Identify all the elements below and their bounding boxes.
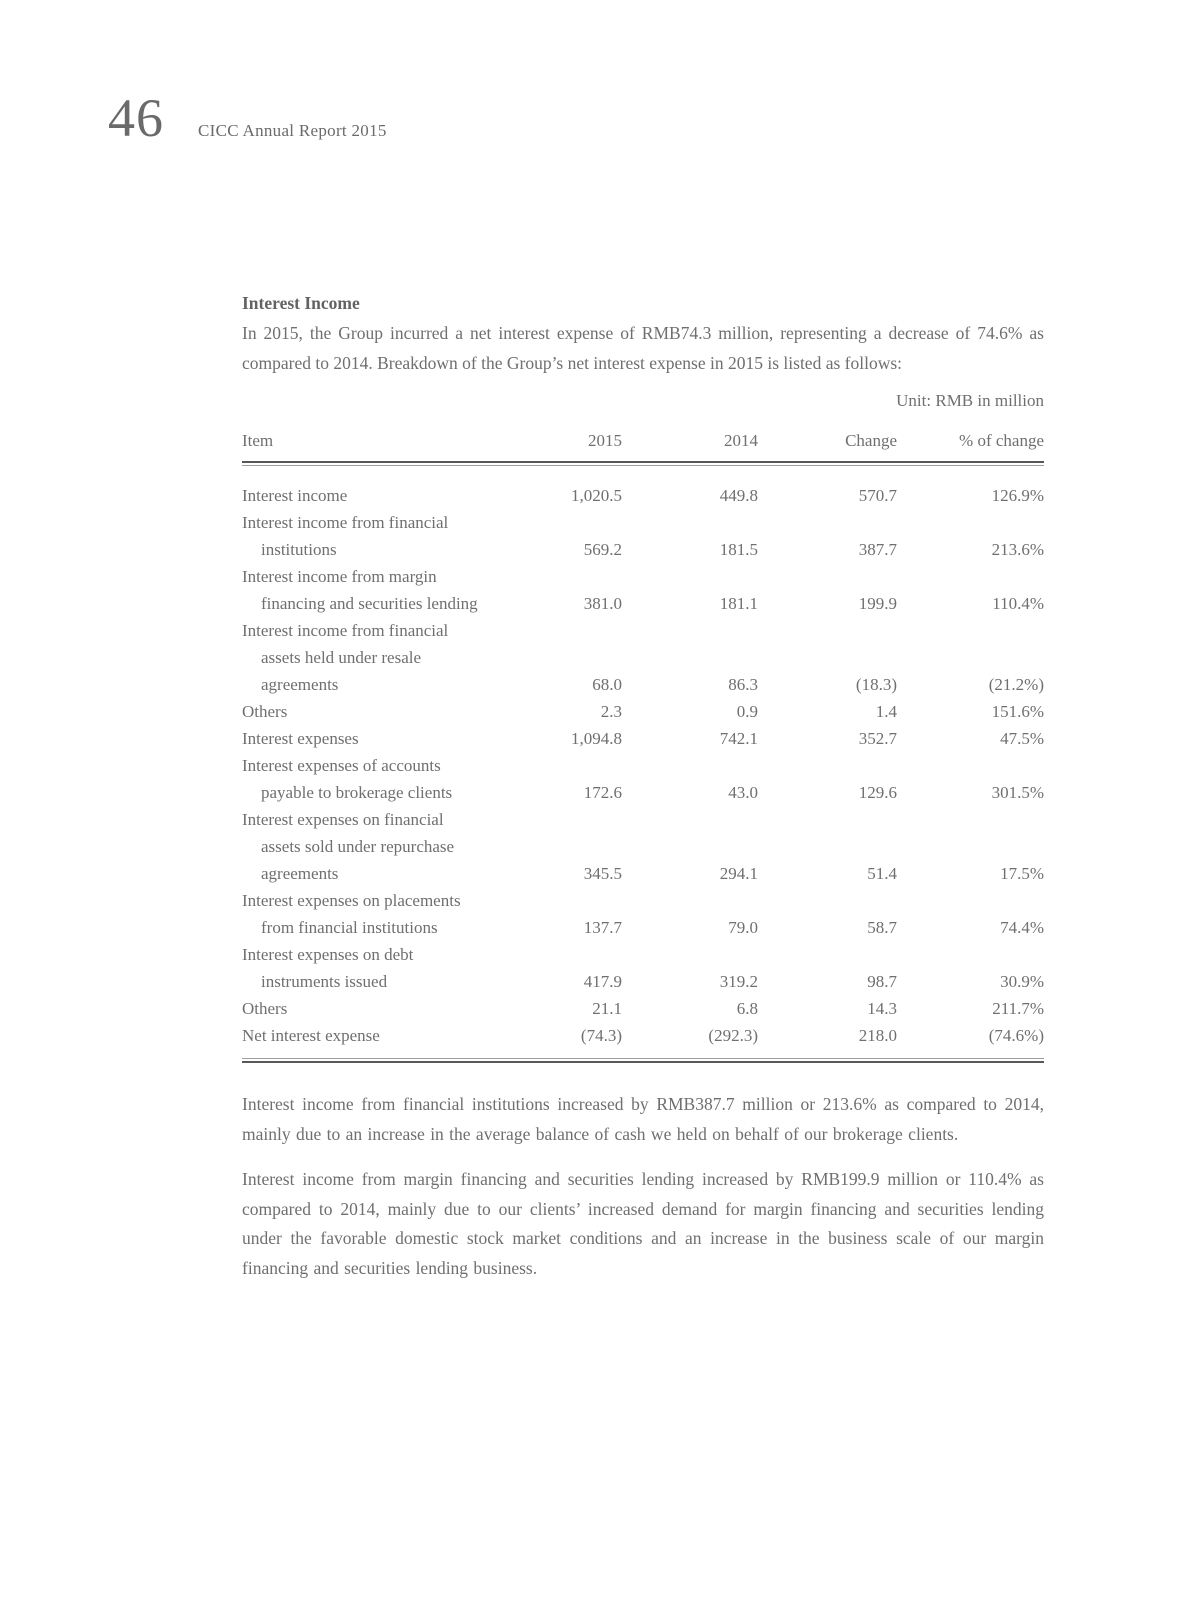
cell-2014: 79.0: [728, 918, 758, 937]
cell-change: 98.7: [867, 972, 897, 991]
unit-note: Unit: RMB in million: [896, 391, 1044, 410]
cell-2015: (74.3): [580, 1026, 622, 1045]
analysis-paragraph-financial-institutions: Interest income from financial institutions increased by RMB387.7 million or 213.6% as compared to 2014, mainly due to an increase in the average balance of cash we held on behalf of our brokerage clients.: [242, 1094, 1044, 1144]
table-row: [242, 752, 1044, 806]
cell-2014: 181.5: [719, 540, 758, 559]
cell-pct-of-change: 211.7%: [992, 999, 1044, 1018]
cell-2014: 294.1: [719, 864, 758, 883]
cell-change: 58.7: [867, 918, 897, 937]
cell-pct-of-change: (74.6%): [988, 1026, 1044, 1045]
row-item-label: Interest income from margin financing and securities lending: [242, 567, 478, 613]
cell-2014: 319.2: [719, 972, 758, 991]
page-header: [108, 90, 387, 147]
cell-2014: 742.1: [719, 729, 758, 748]
cell-2015: 381.0: [583, 594, 622, 613]
cell-pct-of-change: 126.9%: [991, 486, 1044, 505]
table-row: [242, 617, 1044, 698]
cell-2015: 417.9: [583, 972, 622, 991]
net-interest-expense-table: [242, 427, 1044, 1063]
table-row: [242, 941, 1044, 995]
cell-2014: (292.3): [708, 1026, 758, 1045]
table-row: [242, 995, 1044, 1022]
cell-pct-of-change: 74.4%: [1000, 918, 1044, 937]
cell-2015: 68.0: [592, 675, 622, 694]
section-content: [242, 288, 1044, 1283]
table-row: [242, 725, 1044, 752]
row-item-label: Interest income: [242, 486, 348, 505]
footer-rule-row: [242, 1058, 1044, 1063]
cell-2014: 181.1: [719, 594, 758, 613]
cell-2015: 1,020.5: [571, 486, 622, 505]
cell-pct-of-change: (21.2%): [988, 675, 1044, 694]
table-row: [242, 509, 1044, 563]
cell-change: 51.4: [867, 864, 897, 883]
cell-change: 1.4: [875, 702, 897, 721]
cell-pct-of-change: 213.6%: [991, 540, 1044, 559]
cell-change: 14.3: [867, 999, 897, 1018]
column-header-item: Item: [242, 431, 274, 450]
section-heading: Interest Income: [242, 293, 360, 313]
page-number: 46: [108, 88, 164, 148]
row-item-label: Others: [242, 702, 288, 721]
cell-2015: 1,094.8: [571, 729, 622, 748]
table-row: [242, 1022, 1044, 1058]
table-row: [242, 698, 1044, 725]
table-row: [242, 466, 1044, 509]
table-header: [242, 427, 1044, 466]
cell-change: 129.6: [858, 783, 897, 802]
row-item-label: Interest income from financial assets held under resale agreements: [242, 621, 449, 694]
cell-pct-of-change: 110.4%: [992, 594, 1044, 613]
table-row: [242, 887, 1044, 941]
row-item-label: Interest expenses: [242, 729, 359, 748]
cell-2015: 2.3: [600, 702, 622, 721]
analysis-paragraph-margin-financing: Interest income from margin financing and securities lending increased by RMB199.9 million or 110.4% as compared to 2014, mainly due to our clients’ increased demand for margin financing and securities lending under the favorable domestic stock market conditions and an increase in the business scale of our margin financing and securities lending business.: [242, 1169, 1044, 1278]
cell-2014: 43.0: [728, 783, 758, 802]
table-body: [242, 466, 1044, 1058]
cell-2015: 21.1: [592, 999, 622, 1018]
cell-pct-of-change: 151.6%: [991, 702, 1044, 721]
cell-pct-of-change: 47.5%: [1000, 729, 1044, 748]
cell-change: 352.7: [858, 729, 897, 748]
row-item-label: Interest income from financial institutions: [242, 513, 449, 559]
table-footer: [242, 1058, 1044, 1063]
cell-2015: 345.5: [583, 864, 622, 883]
column-header-pct-of-change: % of change: [959, 431, 1044, 450]
cell-change: 570.7: [858, 486, 897, 505]
row-item-label: Others: [242, 999, 288, 1018]
row-item-label: Interest expenses on placements from financial institutions: [242, 891, 461, 937]
column-header-2014: 2014: [724, 431, 758, 450]
cell-pct-of-change: 17.5%: [1000, 864, 1044, 883]
cell-2015: 569.2: [583, 540, 622, 559]
table-header-row: [242, 427, 1044, 461]
cell-2014: 0.9: [736, 702, 758, 721]
row-item-label: Interest expenses of accounts payable to brokerage clients: [242, 756, 453, 802]
cell-2014: 449.8: [719, 486, 758, 505]
row-item-label: Interest expenses on debt instruments issued: [242, 945, 414, 991]
cell-2014: 6.8: [736, 999, 758, 1018]
cell-2015: 137.7: [583, 918, 622, 937]
footer-double-rule: [242, 1058, 1044, 1063]
column-header-change: Change: [845, 431, 897, 450]
row-item-label: Interest expenses on financial assets sold under repurchase agreements: [242, 810, 455, 883]
cell-change: 218.0: [858, 1026, 897, 1045]
column-header-2015: 2015: [588, 431, 622, 450]
cell-change: (18.3): [855, 675, 897, 694]
table-row: [242, 563, 1044, 617]
cell-pct-of-change: 30.9%: [1000, 972, 1044, 991]
cell-pct-of-change: 301.5%: [991, 783, 1044, 802]
cell-2015: 172.6: [583, 783, 622, 802]
row-item-label: Net interest expense: [242, 1026, 380, 1045]
cell-2014: 86.3: [728, 675, 758, 694]
table-row: [242, 806, 1044, 887]
section-intro-paragraph: In 2015, the Group incurred a net interest expense of RMB74.3 million, representing a decrease of 74.6% as compared to 2014. Breakdown of the Group’s net interest expense in 2015 is listed as follows:: [242, 323, 1044, 373]
report-header-title: CICC Annual Report 2015: [198, 121, 387, 140]
cell-change: 199.9: [858, 594, 897, 613]
cell-change: 387.7: [858, 540, 897, 559]
